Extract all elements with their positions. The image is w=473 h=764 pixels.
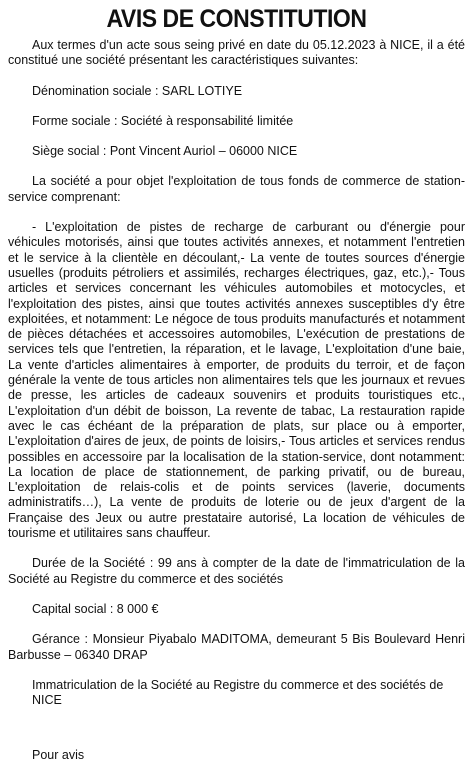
- legal-form-field: Forme sociale : Société à responsabilité limitée: [32, 113, 294, 128]
- closing-text: Pour avis: [32, 748, 85, 763]
- management-paragraph: Gérance : Monsieur Piyabalo MADITOMA, demeurant 5 Bis Boulevard Henri Barbusse – 06340 DRAP: [8, 632, 465, 662]
- purpose-details-paragraph: - L'exploitation de pistes de recharge de carburant ou d'énergie pour véhicules motorisés, ainsi que toutes activités annexes, et notamment l'entretien et le service à la clientèle en découlant,- La vente de toutes sources d'énergie usuelles (produits pétroliers et assimilés, recharges électriques, gaz, etc.),- Tous articles et services concernant les véhicules automobiles et motocycles, et l'exploitation des pistes, ainsi que toutes activités annexes susceptibles d'y être exploitées, et notamment: Le négoce de tous produits manufacturés et notamment de pièces détachées et accessoires automobiles, L'exécution de prestations de services tels que l'entretien, la réparation, et le lavage, L'exploitation d'une baie, La vente d'articles alimentaires à emporter, de produits du terroir, et de façon générale la vente de tous articles non alimentaires tels que les journaux et revues de presse, les articles de cadeaux souvenirs et produits touristiques etc., L'exploitation d'un débit de boisson, La revente de tabac, La restauration rapide avec le cas échéant de la préparation de plats, sur place ou à emporter, L'exploitation d'aires de jeux, de points de loisirs,- Tous articles et services rendus possibles en accessoire par la localisation de la station-service, dont notamment: La location de place de stationnement, de parking privatif, ou de bureau, L'exploitation de relais-colis et de points services (laverie, documents administratifs…), La vente de produits de loterie ou de jeux d'argent de la Française des Jeux ou autre prestataire autorisé, La location de véhicules de tourisme et utilitaires sans chauffeur.: [8, 220, 465, 541]
- registration-field: Immatriculation de la Société au Registre du commerce et des sociétés de NICE: [32, 677, 444, 708]
- duration-paragraph: Durée de la Société : 99 ans à compter de la date de l'immatriculation de la Société au Registre du commerce et des sociétés: [8, 556, 465, 586]
- share-capital-field: Capital social : 8 000 €: [32, 601, 159, 616]
- purpose-intro-paragraph: La société a pour objet l'exploitation de tous fonds de commerce de station-service comprenant:: [8, 174, 465, 204]
- notice-title: AVIS DE CONSTITUTION: [106, 5, 367, 33]
- company-name-field: Dénomination sociale : SARL LOTIYE: [32, 83, 243, 98]
- intro-paragraph: Aux termes d'un acte sous seing privé en date du 05.12.2023 à NICE, il a été constitué une société présentant les caractéristiques suivantes:: [8, 38, 465, 68]
- head-office-field: Siège social : Pont Vincent Auriol – 06000 NICE: [32, 144, 298, 159]
